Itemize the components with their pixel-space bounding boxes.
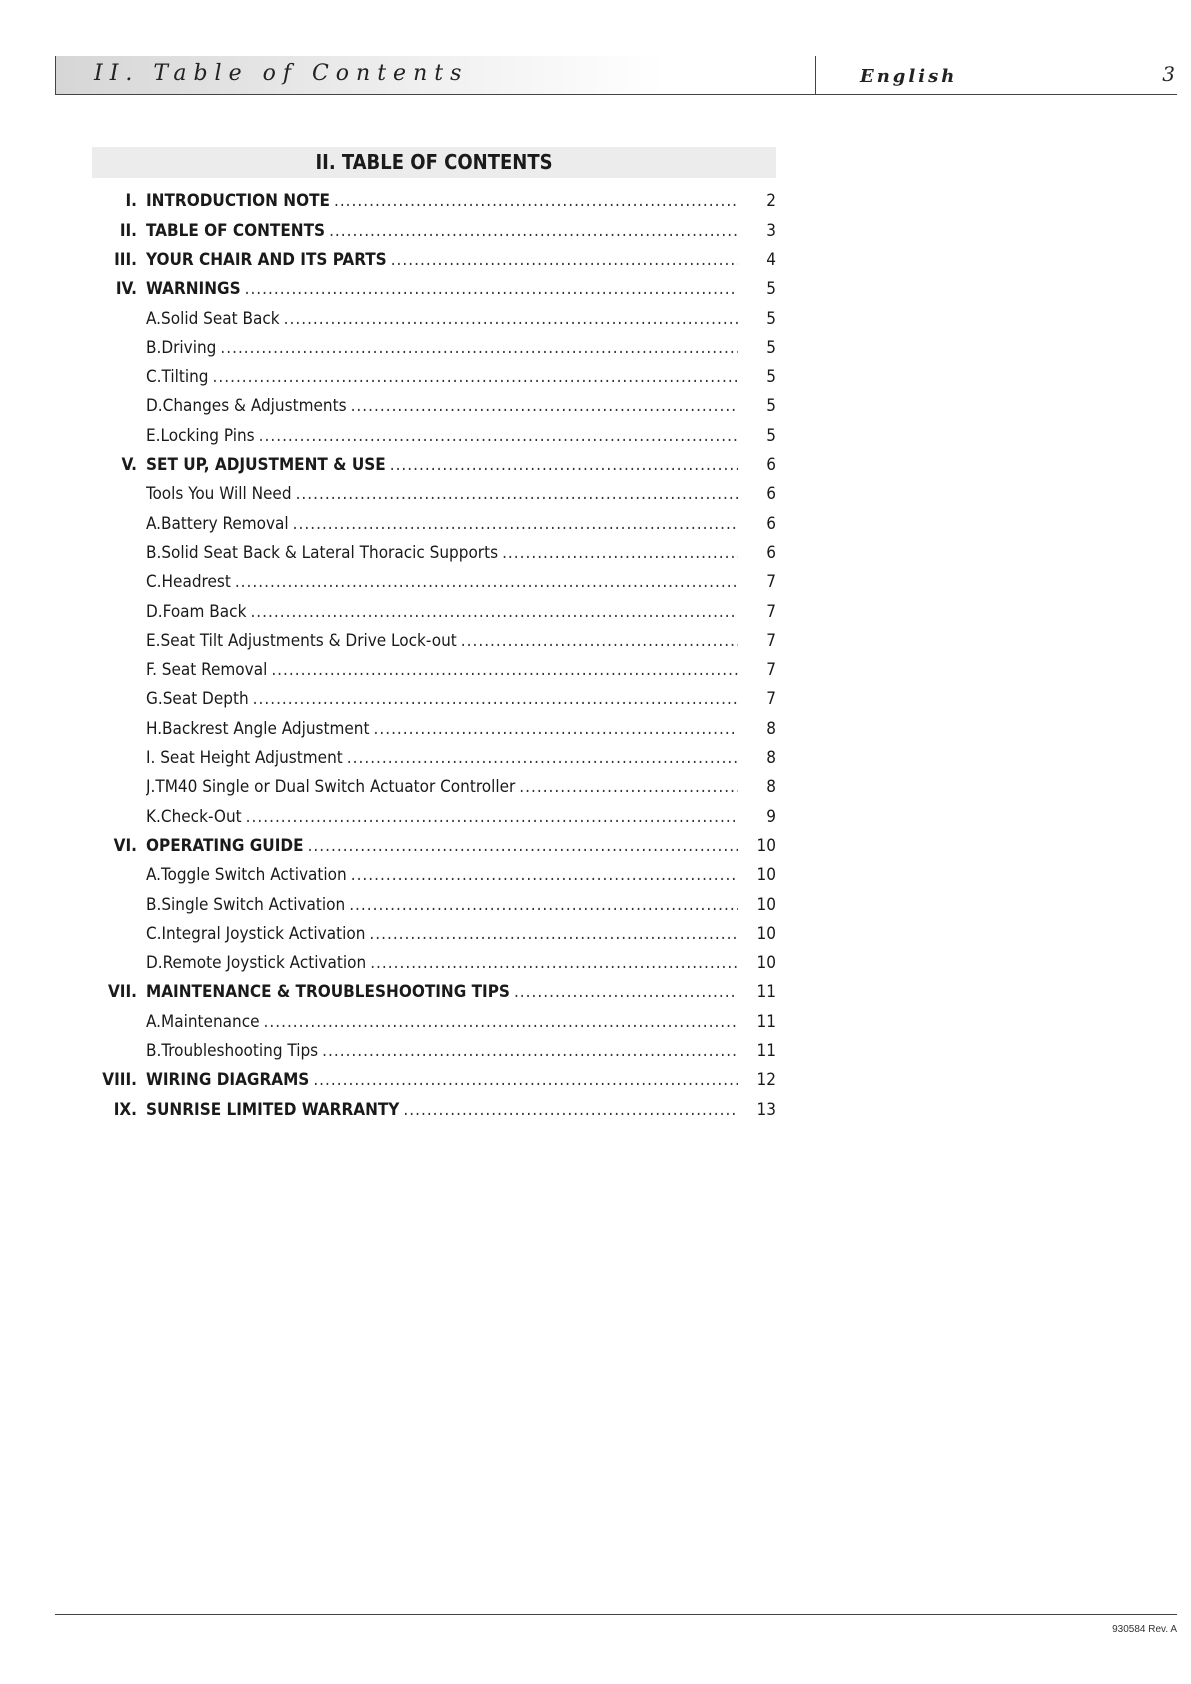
toc-entry-line <box>146 480 738 509</box>
page-number: 3 <box>1162 62 1175 86</box>
toc-entry-line <box>146 715 738 744</box>
toc-entry-page: 7 <box>766 572 776 593</box>
toc-entry-page: 8 <box>766 718 776 739</box>
toc-dot-leader <box>391 246 738 275</box>
toc-dot-leader <box>284 305 738 334</box>
toc-entry-number: IX. <box>113 1099 137 1120</box>
toc-entry[interactable] <box>92 773 776 802</box>
toc-entry-line <box>146 275 738 304</box>
toc-entry-title: B.Single Switch Activation <box>146 894 346 915</box>
toc-entry-page: 10 <box>756 953 776 974</box>
toc-entry-page: 12 <box>756 1070 776 1091</box>
toc-entry-title: H.Backrest Angle Adjustment <box>146 718 370 739</box>
toc-dot-leader <box>374 715 739 744</box>
toc-dot-leader <box>390 451 738 480</box>
toc-dot-leader <box>253 685 738 714</box>
toc-entry-line <box>146 451 738 480</box>
toc-entry-page: 13 <box>756 1099 776 1120</box>
toc-entry-page: 4 <box>766 249 776 270</box>
toc-dot-leader <box>347 744 738 773</box>
toc-dot-leader <box>296 480 738 509</box>
toc-entry[interactable] <box>92 246 776 275</box>
toc-entry-page: 5 <box>766 396 776 417</box>
toc-dot-leader <box>235 568 738 597</box>
toc-entry[interactable] <box>92 1008 776 1037</box>
toc-entry[interactable] <box>92 598 776 627</box>
toc-entry-title: A.Battery Removal <box>146 513 289 534</box>
toc-entry-number: V. <box>121 455 137 476</box>
toc-entry-title: I. Seat Height Adjustment <box>146 748 343 769</box>
toc-entry-title: WIRING DIAGRAMS <box>146 1070 310 1091</box>
toc-entry[interactable] <box>92 539 776 568</box>
toc-entry-line <box>146 1066 738 1095</box>
toc-entry-page: 3 <box>766 220 776 241</box>
toc-entry-title: B.Troubleshooting Tips <box>146 1041 319 1061</box>
toc-entry[interactable] <box>92 510 776 539</box>
toc-entry-page: 5 <box>766 308 776 329</box>
toc-entry-number: II. <box>119 220 137 241</box>
toc-entry-line <box>146 568 738 597</box>
toc-dot-leader <box>213 363 738 392</box>
toc-list <box>92 187 776 1125</box>
toc-entry-page: 10 <box>756 835 776 856</box>
toc-entry-page: 7 <box>766 601 776 622</box>
toc-entry-page: 7 <box>766 630 776 651</box>
toc-entry-page: 9 <box>766 806 776 827</box>
toc-entry[interactable] <box>92 334 776 363</box>
toc-entry[interactable] <box>92 861 776 890</box>
toc-entry-line <box>146 1008 738 1037</box>
toc-entry-title: Tools You Will Need <box>146 484 292 505</box>
toc-entry-title: WARNINGS <box>146 279 241 300</box>
toc-entry[interactable] <box>92 422 776 451</box>
toc-entry-line <box>146 861 738 890</box>
toc-dot-leader <box>264 1008 738 1037</box>
toc-dot-leader <box>461 627 738 656</box>
toc-entry[interactable] <box>92 715 776 744</box>
toc-entry-line <box>146 1037 738 1066</box>
toc-entry[interactable] <box>92 568 776 597</box>
toc-entry[interactable] <box>92 978 776 1007</box>
toc-entry-line <box>146 334 738 363</box>
toc-dot-leader <box>246 803 738 832</box>
toc-entry-line <box>146 1096 738 1125</box>
toc-entry-page: 7 <box>766 689 776 710</box>
header-language: English <box>860 66 958 87</box>
toc-entry-line <box>146 832 738 861</box>
toc-entry-line <box>146 246 738 275</box>
toc-entry[interactable] <box>92 1037 776 1066</box>
toc-entry-page: 11 <box>756 1011 776 1032</box>
toc-dot-leader <box>293 510 738 539</box>
footer-rule <box>55 1614 1177 1615</box>
toc-dot-leader <box>271 656 738 685</box>
toc-entry[interactable] <box>92 832 776 861</box>
toc-entry[interactable] <box>92 685 776 714</box>
toc-entry-title: C.Tilting <box>146 367 209 388</box>
header-divider <box>815 56 816 94</box>
toc-entry[interactable] <box>92 217 776 246</box>
toc-entry-page: 6 <box>766 455 776 476</box>
toc-dot-leader <box>313 1066 738 1095</box>
toc-entry-page: 10 <box>756 865 776 886</box>
toc-entry-line <box>146 920 738 949</box>
toc-dot-leader <box>322 1037 738 1066</box>
toc-entry-title: MAINTENANCE & TROUBLESHOOTING TIPS <box>146 982 510 1003</box>
toc-entry-title: F. Seat Removal <box>146 660 268 681</box>
toc-entry[interactable] <box>92 275 776 304</box>
toc-entry-page: 7 <box>766 660 776 681</box>
toc-entry-line <box>146 187 738 216</box>
toc-entry-line <box>146 685 738 714</box>
toc-entry-page: 8 <box>766 748 776 769</box>
toc-entry-line <box>146 539 738 568</box>
toc-dot-leader <box>308 832 738 861</box>
toc-heading: II. TABLE OF CONTENTS <box>92 147 776 178</box>
toc-entry[interactable] <box>92 920 776 949</box>
toc-entry-line <box>146 627 738 656</box>
toc-entry-page: 6 <box>766 542 776 563</box>
toc-entry-line <box>146 978 738 1007</box>
toc-dot-leader <box>259 422 738 451</box>
toc-entry[interactable] <box>92 891 776 920</box>
toc-dot-leader <box>519 773 738 802</box>
toc-entry-title: B.Solid Seat Back & Lateral Thoracic Supports <box>146 542 499 563</box>
toc-entry-page: 8 <box>766 777 776 798</box>
toc-entry[interactable] <box>92 656 776 685</box>
toc-entry-page: 5 <box>766 425 776 446</box>
toc-dot-leader <box>245 275 738 304</box>
toc-entry-line <box>146 656 738 685</box>
toc-entry-line <box>146 891 738 920</box>
toc-entry[interactable] <box>92 187 776 216</box>
toc-entry-title: E.Locking Pins <box>146 425 255 446</box>
toc-entry-title: G.Seat Depth <box>146 689 249 710</box>
toc-entry-title: A.Maintenance <box>146 1011 260 1032</box>
toc-entry-page: 5 <box>766 367 776 388</box>
toc-entry[interactable] <box>92 392 776 421</box>
toc-entry-line <box>146 773 738 802</box>
toc-entry-title: SUNRISE LIMITED WARRANTY <box>146 1099 400 1120</box>
toc-entry-page: 10 <box>756 923 776 944</box>
toc-entry-line <box>146 510 738 539</box>
toc-entry[interactable] <box>92 803 776 832</box>
toc-entry[interactable] <box>92 305 776 334</box>
toc-entry[interactable] <box>92 627 776 656</box>
toc-entry-line <box>146 598 738 627</box>
toc-entry-page: 6 <box>766 513 776 534</box>
toc-entry[interactable] <box>92 949 776 978</box>
toc-dot-leader <box>250 598 738 627</box>
toc-entry-line <box>146 392 738 421</box>
toc-entry-number: I. <box>125 191 137 212</box>
toc-entry-line <box>146 803 738 832</box>
toc-entry[interactable] <box>92 451 776 480</box>
toc-entry-line <box>146 305 738 334</box>
toc-entry[interactable] <box>92 480 776 509</box>
toc-dot-leader <box>351 392 738 421</box>
toc-entry-title: J.TM40 Single or Dual Switch Actuator Controller <box>146 777 516 798</box>
toc-entry[interactable] <box>92 1096 776 1125</box>
toc-entry-title: A.Solid Seat Back <box>146 308 280 329</box>
toc-entry-page: 2 <box>766 191 776 212</box>
toc-entry-title: K.Check-Out <box>146 806 242 827</box>
toc-entry-line <box>146 363 738 392</box>
toc-entry[interactable] <box>92 1066 776 1095</box>
toc-entry-title: A.Toggle Switch Activation <box>146 865 347 886</box>
toc-entry-title: C.Integral Joystick Activation <box>146 923 366 944</box>
toc-dot-leader <box>403 1096 738 1125</box>
toc-entry-title: D.Changes & Adjustments <box>146 396 347 417</box>
toc-entry-page: 11 <box>756 982 776 1003</box>
toc-entry-title: INTRODUCTION NOTE <box>146 191 330 212</box>
toc-dot-leader <box>329 217 738 246</box>
toc-entry-title: B.Driving <box>146 337 217 358</box>
toc-dot-leader <box>370 949 738 978</box>
toc-entry-title: OPERATING GUIDE <box>146 835 304 856</box>
toc-entry-title: D.Remote Joystick Activation <box>146 953 367 974</box>
toc-entry-page: 6 <box>766 484 776 505</box>
document-revision-number: 930584 Rev. A <box>1112 1624 1177 1635</box>
toc-entry-line <box>146 217 738 246</box>
toc-dot-leader <box>514 978 738 1007</box>
toc-entry-line <box>146 744 738 773</box>
toc-entry-line <box>146 422 738 451</box>
running-header-title: II. Table of Contents <box>94 61 469 86</box>
toc-entry-page: 10 <box>756 894 776 915</box>
toc-dot-leader <box>349 891 738 920</box>
page-header <box>55 56 1177 95</box>
toc-entry-number: III. <box>114 249 137 270</box>
toc-entry-page: 5 <box>766 337 776 358</box>
toc-entry-line <box>146 949 738 978</box>
toc-entry-title: SET UP, ADJUSTMENT & USE <box>146 455 386 476</box>
toc-dot-leader <box>369 920 738 949</box>
toc-entry-title: TABLE OF CONTENTS <box>146 220 326 241</box>
toc-entry[interactable] <box>92 363 776 392</box>
toc-entry-number: VIII. <box>102 1070 137 1091</box>
toc-entry-title: E.Seat Tilt Adjustments & Drive Lock-out <box>146 630 457 651</box>
toc-entry-title: C.Headrest <box>146 572 231 593</box>
table-of-contents <box>92 134 776 1125</box>
toc-entry-title: D.Foam Back <box>146 601 247 622</box>
toc-entry-page: 11 <box>756 1041 776 1061</box>
toc-dot-leader <box>502 539 738 568</box>
toc-dot-leader <box>351 861 738 890</box>
toc-entry-number: VII. <box>107 982 137 1003</box>
toc-entry-page: 5 <box>766 279 776 300</box>
toc-dot-leader <box>334 187 738 216</box>
toc-entry-number: VI. <box>113 835 137 856</box>
toc-entry[interactable] <box>92 744 776 773</box>
toc-entry-number: IV. <box>115 279 137 300</box>
toc-entry-title: YOUR CHAIR AND ITS PARTS <box>146 249 387 270</box>
header-title-bar <box>55 56 816 94</box>
toc-dot-leader <box>220 334 738 363</box>
